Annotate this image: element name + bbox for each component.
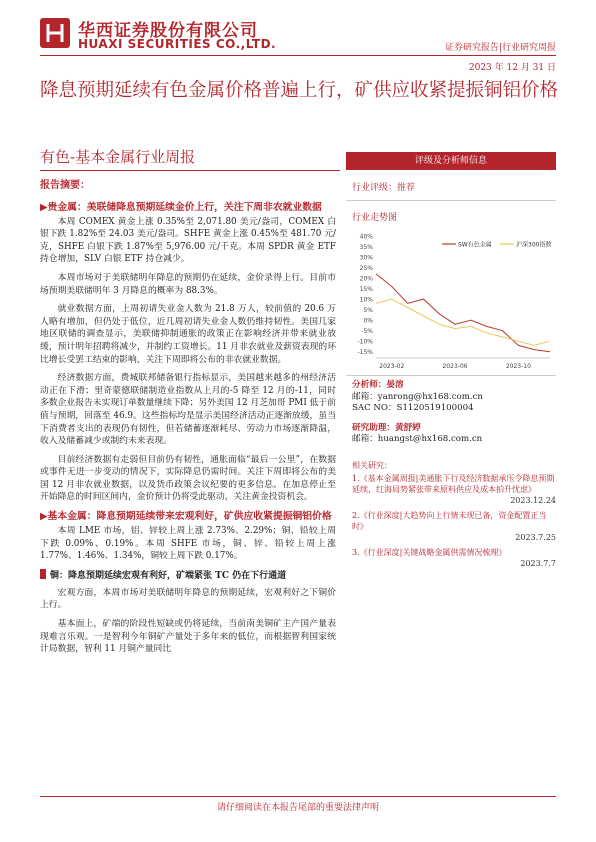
paragraph: 宏观方面，本周市场对美联储明年降息的预期延续，宏观利好之下铜价上行。 (40, 587, 336, 611)
summary-label: 报告摘要： (40, 180, 90, 191)
sidebar-divider (346, 200, 556, 201)
y-tick-label: 15% (359, 286, 373, 294)
industry-trend-chart (346, 226, 556, 376)
subtitle-divider (40, 170, 340, 171)
section-heading: ▶基本金属：降息预期延续带来宏观利好，矿供应收紧提振铜铝价格 (40, 511, 332, 523)
x-tick-label: 2023-06 (442, 363, 468, 370)
arrow-icon: ▶ (40, 201, 48, 213)
report-type: 证券研究报告|行业研究周报 (444, 43, 556, 53)
analyst-email: 邮箱：yanrong@hx168.com.cn (352, 391, 483, 402)
related-link[interactable]: 2.《行业深度|大趋势向上行情未现已备，资金配置正当时》 (352, 511, 547, 531)
bullet-bar-icon (40, 569, 46, 579)
header-divider (40, 55, 556, 56)
report-title: 降息预期延续有色金属价格普遍上行，矿供应收紧提振铜铝价格 (40, 80, 559, 101)
assistant-email: 邮箱：huangst@hx168.com.cn (352, 434, 483, 444)
paragraph: 本周市场对于美联储明年降息的预期仍在延续，金价录得上行。目前市场预期美联储明年 3 月降息的概率为 88.3%。 (40, 272, 336, 296)
legal-notice[interactable]: 请仔细阅读在本报告尾部的重要法律声明 (216, 803, 379, 813)
report-subtitle: 有色-基本金属行业周报 (40, 148, 196, 166)
related-date: 2023.12.24 (510, 496, 556, 505)
assistant-name: 黄舒婷 (394, 422, 421, 433)
y-tick-label: 10% (359, 296, 373, 304)
report-date: 2023 年 12 月 31 日 (468, 63, 556, 73)
y-tick-label: 20% (359, 275, 373, 283)
paragraph: 目前经济数据有走弱但目前仍有韧性，通胀面临“最后一公里”，在数据或事件无进一步变动的情况下，实际降息仍需时间。关注下周即将公布的美国 12 月非农就业数据，以及货币政策会议纪要的更多信息。在加息停止至开始降息的时间区间内，金价预计仍将受此驱动，关注黄金投资机会。 (40, 454, 336, 503)
paragraph: 基本面上，矿端的阶段性短缺或仍将延续，当前南美铜矿主产国产量表现难言乐观。一是智利今年铜矿产量处于多年来的低位，而根据智利国家统计局数据，智利 11 月铜产量同比 (40, 619, 336, 655)
related-title: 相关研究： (352, 461, 392, 470)
legend-label: SW有色金属 (458, 241, 492, 249)
trend-chart-title: 行业走势图 (352, 213, 398, 223)
analyst-role: 分析师： (352, 380, 387, 390)
footer-divider (40, 796, 556, 797)
x-tick-label: 2023-02 (379, 363, 405, 370)
sidebar-divider (346, 375, 556, 376)
paragraph: 就业数据方面，上周初请失业金人数为 21.8 万人，较前值的 20.6 万人略有增加，但仍处于低位，近几周初请失业金人数仍维持韧性。美国几家地区联储的调查显示，美联储抑制通胀的政策正在影响经济并带来就业放缓，预计明年招聘将减少，并制约工资增长。11 月非农就业及薪资表现的环比增长受罢工结束的影响，关注下周即将公布的非农就业数据。 (40, 304, 336, 365)
related-date: 2023.7.7 (520, 559, 556, 568)
analyst-name: 晏溶 (386, 380, 404, 390)
brand-name-en: HUAXI SECURITIES CO.,LTD. (78, 37, 277, 51)
rating-box-title: 评级及分析师信息 (346, 152, 556, 170)
arrow-icon: ▶ (40, 511, 48, 523)
x-tick-label: 2023-10 (505, 363, 531, 370)
industry-rating: 行业评级：推荐 (352, 183, 416, 193)
y-tick-label: -15% (357, 349, 373, 357)
y-tick-label: 25% (359, 265, 373, 273)
series-line (376, 274, 550, 352)
subsection-heading: 铜：降息预期延续宏观有利好，矿端紧张 TC 仍在下行通道 (40, 569, 336, 583)
section-heading: ▶贵金属：美联储降息预期延续金价上行，关注下周非农就业数据 (40, 201, 322, 213)
analyst-sac: SAC NO：S1120519100004 (352, 403, 474, 413)
related-link[interactable]: 1.《基本金属周报|美通胀下行及经济数据承压令降息预期延续，红海局势紧张带来原料供应及成本拍升忧虑》 (352, 474, 555, 494)
paragraph: 经济数据方面，费城联邦储备银行指标显示，美国越来越多的州经济活动正在下滑；里奇蒙德联储制造业指数从上月的-5 降至 12 月的-11，同时多数企业报告未实现订单数量继续下降；另外美国 12 月芝加哥 PMI 低于前值与预期，回落至 46.9。这些指标均是显示美国经济活动正逐渐放缓，虽当下消费者支出的表现仍有韧性，但若储蓄逐渐耗尽、劳动力市场逐渐降温，收入及储蓄减少或制约未来表现。 (40, 373, 336, 447)
paragraph: 本周 LME 市场，铝、锌较上周上涨 2.73%、2.29%；铜、铅较上周下跌 0.09%、0.19%。本周 SHFE 市场，铜、锌、铅较上周上涨 1.77%、1.46%、1.34%，铜较上周下跌 0.17%。 (40, 526, 336, 562)
y-tick-label: 35% (359, 244, 373, 252)
y-tick-label: 40% (359, 233, 373, 241)
analyst-info (352, 380, 556, 446)
y-tick-label: 30% (359, 254, 373, 262)
company-logo (40, 18, 70, 48)
paragraph: 本周 COMEX 黄金上涨 0.35%至 2,071.80 美元/盎司，COMEX 白银下跌 1.82%至 24.03 美元/盎司。SHFE 黄金上涨 0.45%至 481.70 元/克，SHFE 白银下跌 1.87%至 5,976.00 元/千克。本周 SPDR 黄金 ETF 持仓增加，SLV 白银 ETF 持仓减少。 (40, 216, 336, 265)
related-date: 2023.7.25 (515, 533, 556, 542)
assistant-role: 研究助理： (352, 422, 395, 433)
y-tick-label: 5% (363, 307, 373, 315)
related-research (352, 460, 556, 573)
main-content (40, 180, 336, 662)
y-tick-label: -10% (357, 338, 373, 346)
y-tick-label: 0% (363, 317, 373, 325)
related-link[interactable]: 3.《行业深度|关键战略金属供需情况梳理》 (352, 548, 507, 557)
y-tick-label: -5% (361, 328, 373, 336)
legend-label: 沪深300指数 (516, 241, 552, 249)
brand-name-cn: 华西证券股份有限公司 (78, 21, 258, 41)
